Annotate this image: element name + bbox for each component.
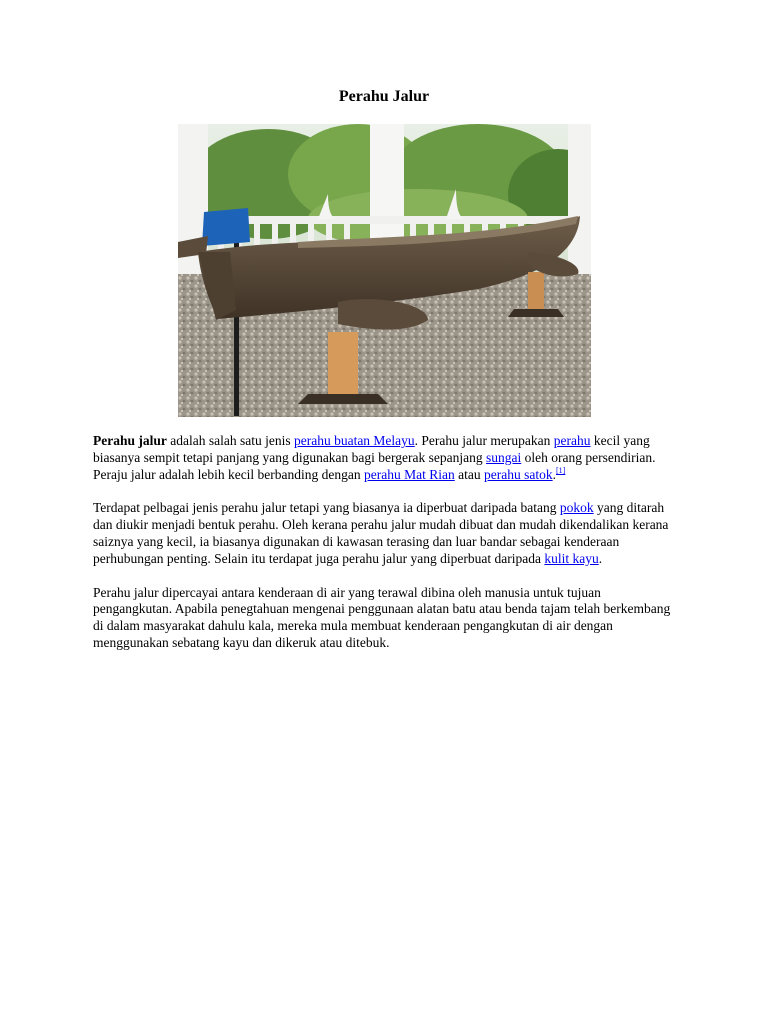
text-run: Terdapat pelbagai jenis perahu jalur tetapi yang biasanya ia diperbuat daripada batang [93,500,560,516]
bold-term: Perahu jalur [93,433,167,448]
page-title: Perahu Jalur [338,88,430,105]
text-run: adalah salah satu jenis [166,433,294,448]
paragraph-3: Perahu jalur dipercayai antara kenderaan di air yang terawal dibina oleh manusia untuk tujuan pengangkutan. Apabila penegtahuan mengenai penggunaan alatan batu atau benda tajam telah berkembang di dalam masyarakat dahulu kala, mereka mula membuat kenderaan pengangkutan di air dengan menggunakan sebatang kayu dan dikeruk atau ditebuk. [93,584,671,650]
boat-photo [178,124,591,417]
article-body [93,433,679,669]
text-run: . [552,466,556,482]
link-sungai[interactable]: sungai [486,449,522,465]
paragraph-1 [93,433,679,483]
text-run: kecil yang biasanya sempit tetapi panjang yang digunakan bagi bergerak sepanjang [93,433,650,465]
link-perahu-buatan-melayu[interactable]: perahu buatan Melayu [293,433,415,448]
text-run: . Perahu jalur merupakan [414,433,554,448]
text-run: yang ditarah dan diukir menjadi bentuk perahu. Oleh kerana perahu jalur mudah dibuat dan mudah dikendalikan kerana saiznya yang kecil, ia biasanya digunakan di kawasan terasing dan luar bandar sebagai kenderaan perhubungan penting. Selain itu terdapat juga perahu jalur yang diperbuat daripada [93,500,669,566]
text-run: atau [454,466,485,482]
text-run: oleh orang persendirian. Peraju jalur adalah lebih kecil berbanding dengan [93,449,656,482]
link-perahu-mat-rian[interactable]: perahu Mat Rian [364,466,455,482]
text-run: . [598,550,603,566]
link-kulit-kayu[interactable]: kulit kayu [544,550,599,566]
link-perahu[interactable]: perahu [553,433,591,448]
link-perahu-satok[interactable]: perahu satok [484,466,553,482]
link-pokok[interactable]: pokok [559,500,594,516]
reference-link[interactable]: [1] [556,465,566,475]
paragraph-2 [93,500,679,567]
